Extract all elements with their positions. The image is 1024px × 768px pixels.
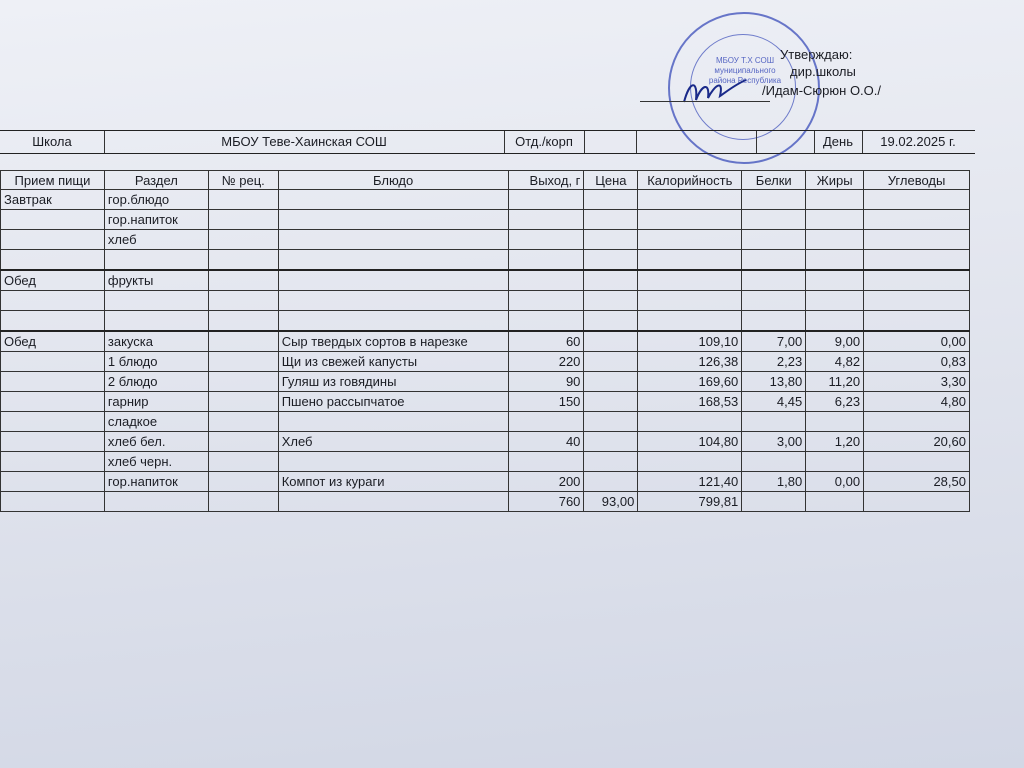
cell-carb: 20,60 <box>864 432 970 452</box>
cell-out <box>508 250 584 271</box>
cell-price <box>584 190 638 210</box>
cell-dish <box>278 311 508 332</box>
cell-prot <box>742 492 806 512</box>
col-section: Раздел <box>104 171 208 190</box>
cell-carb <box>864 250 970 271</box>
cell-carb <box>864 190 970 210</box>
day-label: День <box>814 131 863 153</box>
table-row <box>1 432 970 452</box>
cell-meal <box>1 472 105 492</box>
table-row <box>1 412 970 432</box>
cell-rec <box>208 432 278 452</box>
approval-position: дир.школы <box>790 64 856 79</box>
cell-carb: 28,50 <box>864 472 970 492</box>
cell-dish: Гуляш из говядины <box>278 372 508 392</box>
cell-rec <box>208 230 278 250</box>
cell-dish: Компот из кураги <box>278 472 508 492</box>
cell-kcal <box>638 452 742 472</box>
cell-kcal: 126,38 <box>638 352 742 372</box>
cell-dish <box>278 230 508 250</box>
table-header-row <box>1 171 970 190</box>
cell-fat <box>806 311 864 332</box>
cell-fat <box>806 190 864 210</box>
cell-carb <box>864 291 970 311</box>
cell-dish <box>278 291 508 311</box>
cell-out: 60 <box>508 331 584 352</box>
day-value: 19.02.2025 г. <box>880 134 956 149</box>
cell-rec <box>208 250 278 271</box>
cell-price <box>584 412 638 432</box>
cell-prot: 1,80 <box>742 472 806 492</box>
cell-kcal: 169,60 <box>638 372 742 392</box>
cell-meal <box>1 492 105 512</box>
cell-section <box>104 492 208 512</box>
cell-kcal <box>638 412 742 432</box>
table-row <box>1 372 970 392</box>
cell-meal <box>1 311 105 332</box>
cell-out <box>508 311 584 332</box>
cell-rec <box>208 270 278 291</box>
cell-section <box>104 291 208 311</box>
col-protein: Белки <box>742 171 806 190</box>
cell-out: 220 <box>508 352 584 372</box>
cell-fat: 4,82 <box>806 352 864 372</box>
table-row <box>1 210 970 230</box>
dept-extra <box>636 131 757 153</box>
cell-section <box>104 250 208 271</box>
cell-section: фрукты <box>104 270 208 291</box>
cell-prot <box>742 230 806 250</box>
cell-section: сладкое <box>104 412 208 432</box>
cell-fat <box>806 492 864 512</box>
cell-carb: 4,80 <box>864 392 970 412</box>
cell-dish <box>278 412 508 432</box>
cell-price <box>584 331 638 352</box>
cell-prot: 13,80 <box>742 372 806 392</box>
table-row <box>1 250 970 271</box>
cell-out: 760 <box>508 492 584 512</box>
cell-meal <box>1 452 105 472</box>
col-output: Выход, г <box>508 171 584 190</box>
cell-rec <box>208 190 278 210</box>
cell-meal <box>1 230 105 250</box>
cell-kcal: 168,53 <box>638 392 742 412</box>
cell-price <box>584 291 638 311</box>
cell-section: 1 блюдо <box>104 352 208 372</box>
table-row <box>1 452 970 472</box>
cell-price <box>584 270 638 291</box>
cell-dish: Сыр твердых сортов в нарезке <box>278 331 508 352</box>
cell-prot <box>742 190 806 210</box>
cell-section: гор.напиток <box>104 472 208 492</box>
cell-price <box>584 452 638 472</box>
cell-carb <box>864 452 970 472</box>
cell-rec <box>208 452 278 472</box>
cell-price <box>584 392 638 412</box>
cell-fat <box>806 230 864 250</box>
table-row <box>1 190 970 210</box>
stamp-text: МБОУ Т.Х СОШ муниципального района Республика <box>708 56 782 85</box>
cell-meal <box>1 392 105 412</box>
cell-section: хлеб <box>104 230 208 250</box>
cell-carb <box>864 311 970 332</box>
cell-fat: 11,20 <box>806 372 864 392</box>
cell-section <box>104 311 208 332</box>
cell-fat <box>806 412 864 432</box>
cell-prot <box>742 270 806 291</box>
cell-meal <box>1 372 105 392</box>
signature-line <box>640 101 770 102</box>
cell-price <box>584 210 638 230</box>
cell-carb <box>864 270 970 291</box>
cell-rec <box>208 210 278 230</box>
col-dish: Блюдо <box>278 171 508 190</box>
cell-prot: 4,45 <box>742 392 806 412</box>
cell-prot <box>742 291 806 311</box>
col-carbs: Углеводы <box>864 171 970 190</box>
cell-meal: Обед <box>1 331 105 352</box>
col-price: Цена <box>584 171 638 190</box>
cell-kcal <box>638 190 742 210</box>
table-row <box>1 311 970 332</box>
cell-fat: 9,00 <box>806 331 864 352</box>
table-row <box>1 472 970 492</box>
cell-meal <box>1 250 105 271</box>
cell-rec <box>208 492 278 512</box>
cell-dish: Пшено рассыпчатое <box>278 392 508 412</box>
cell-section: хлеб бел. <box>104 432 208 452</box>
cell-carb <box>864 230 970 250</box>
cell-rec <box>208 291 278 311</box>
cell-out <box>508 291 584 311</box>
cell-out <box>508 452 584 472</box>
cell-carb: 0,83 <box>864 352 970 372</box>
table-row <box>1 352 970 372</box>
cell-price: 93,00 <box>584 492 638 512</box>
cell-kcal <box>638 270 742 291</box>
cell-kcal: 104,80 <box>638 432 742 452</box>
cell-price <box>584 311 638 332</box>
dept-label: Отд./корп <box>504 131 585 153</box>
cell-price <box>584 432 638 452</box>
menu-table <box>0 170 970 512</box>
cell-dish <box>278 250 508 271</box>
cell-fat <box>806 210 864 230</box>
cell-kcal: 799,81 <box>638 492 742 512</box>
cell-kcal <box>638 291 742 311</box>
cell-fat <box>806 291 864 311</box>
cell-meal <box>1 412 105 432</box>
cell-carb <box>864 492 970 512</box>
cell-meal: Завтрак <box>1 190 105 210</box>
cell-section: 2 блюдо <box>104 372 208 392</box>
cell-section: гор.блюдо <box>104 190 208 210</box>
cell-prot <box>742 412 806 432</box>
cell-dish <box>278 190 508 210</box>
cell-fat: 6,23 <box>806 392 864 412</box>
cell-price <box>584 250 638 271</box>
cell-price <box>584 352 638 372</box>
cell-fat <box>806 270 864 291</box>
cell-price <box>584 230 638 250</box>
cell-section: гарнир <box>104 392 208 412</box>
cell-out <box>508 270 584 291</box>
table-row <box>1 392 970 412</box>
cell-out: 150 <box>508 392 584 412</box>
cell-prot <box>742 452 806 472</box>
cell-carb <box>864 412 970 432</box>
cell-meal <box>1 352 105 372</box>
cell-dish: Хлеб <box>278 432 508 452</box>
cell-dish <box>278 492 508 512</box>
cell-rec <box>208 412 278 432</box>
cell-out <box>508 412 584 432</box>
cell-carb: 0,00 <box>864 331 970 352</box>
cell-fat <box>806 452 864 472</box>
school-name: МБОУ Теве-Хаинская СОШ <box>104 131 505 153</box>
approval-block <box>760 46 881 99</box>
cell-meal <box>1 210 105 230</box>
cell-section: гор.напиток <box>104 210 208 230</box>
cell-out <box>508 230 584 250</box>
cell-rec <box>208 352 278 372</box>
cell-dish: Щи из свежей капусты <box>278 352 508 372</box>
cell-prot: 2,23 <box>742 352 806 372</box>
cell-section: хлеб черн. <box>104 452 208 472</box>
col-recipe: № рец. <box>208 171 278 190</box>
dept-value <box>584 131 637 153</box>
cell-rec <box>208 372 278 392</box>
cell-kcal: 121,40 <box>638 472 742 492</box>
approval-title: Утверждаю: <box>780 47 853 62</box>
cell-section: закуска <box>104 331 208 352</box>
cell-out: 90 <box>508 372 584 392</box>
cell-fat: 1,20 <box>806 432 864 452</box>
cell-out: 40 <box>508 432 584 452</box>
table-row <box>1 492 970 512</box>
cell-carb: 3,30 <box>864 372 970 392</box>
document-header-row <box>0 130 975 154</box>
cell-out: 200 <box>508 472 584 492</box>
cell-rec <box>208 392 278 412</box>
cell-kcal <box>638 250 742 271</box>
cell-carb <box>864 210 970 230</box>
cell-prot <box>742 210 806 230</box>
cell-meal <box>1 432 105 452</box>
approval-name: /Идам-Сюрюн О.О./ <box>762 83 882 98</box>
cell-rec <box>208 331 278 352</box>
header-blank <box>756 131 815 153</box>
table-row <box>1 331 970 352</box>
cell-rec <box>208 472 278 492</box>
cell-kcal: 109,10 <box>638 331 742 352</box>
table-row <box>1 270 970 291</box>
table-row <box>1 230 970 250</box>
cell-price <box>584 372 638 392</box>
cell-prot <box>742 311 806 332</box>
cell-dish <box>278 270 508 291</box>
cell-meal <box>1 291 105 311</box>
cell-prot <box>742 250 806 271</box>
cell-kcal <box>638 230 742 250</box>
cell-dish <box>278 210 508 230</box>
cell-kcal <box>638 210 742 230</box>
cell-kcal <box>638 311 742 332</box>
cell-out <box>508 210 584 230</box>
cell-prot: 3,00 <box>742 432 806 452</box>
cell-fat: 0,00 <box>806 472 864 492</box>
cell-prot: 7,00 <box>742 331 806 352</box>
col-meal: Прием пищи <box>1 171 105 190</box>
table-row <box>1 291 970 311</box>
director-signature <box>680 74 750 108</box>
cell-out <box>508 190 584 210</box>
cell-rec <box>208 311 278 332</box>
col-fat: Жиры <box>806 171 864 190</box>
cell-meal: Обед <box>1 270 105 291</box>
col-calories: Калорийность <box>638 171 742 190</box>
school-label: Школа <box>0 131 105 153</box>
cell-price <box>584 472 638 492</box>
cell-fat <box>806 250 864 271</box>
cell-dish <box>278 452 508 472</box>
